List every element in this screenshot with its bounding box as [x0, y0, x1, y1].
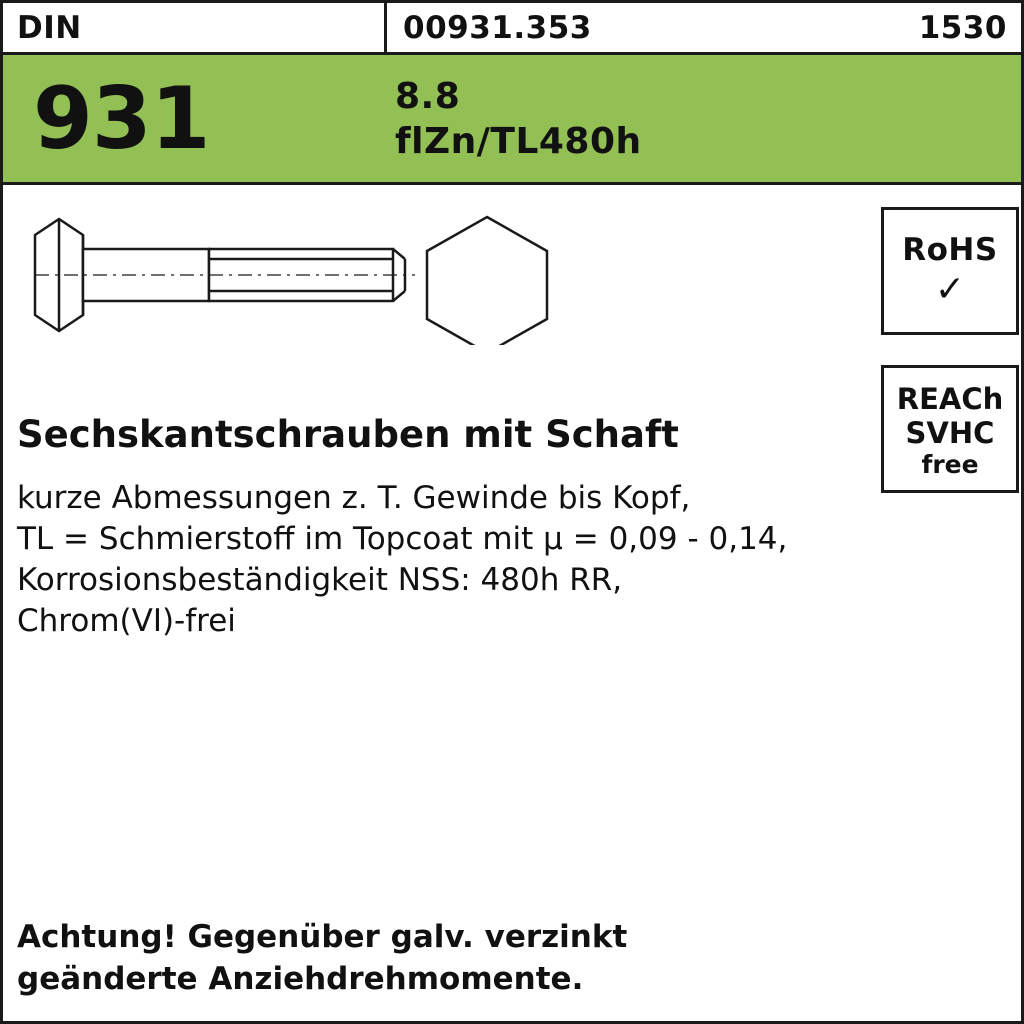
sheet-number-cell	[919, 3, 1021, 52]
check-icon: ✓	[934, 269, 966, 310]
product-description-line: TL = Schmierstoff im Topcoat mit µ = 0,09 - 0,14,	[17, 520, 788, 557]
free-label: free	[921, 450, 979, 479]
warning-line-2: geänderte Anziehdrehmomente.	[17, 961, 584, 998]
warning-line-1: Achtung! Gegenüber galv. verzinkt	[17, 919, 628, 956]
rohs-badge	[881, 207, 1019, 335]
sheet-number-label: 1530	[918, 9, 1007, 46]
svhc-label: SVHC	[905, 416, 995, 450]
article-code-label: 00931.353	[403, 9, 592, 46]
standard-org-cell	[3, 3, 387, 52]
hex-bolt-drawing	[17, 205, 577, 345]
standard-org-label: DIN	[17, 9, 82, 46]
strength-class-label: 8.8	[395, 75, 461, 117]
header-row	[3, 3, 1021, 55]
spec-block	[387, 74, 1021, 164]
product-description-line: Korrosionsbeständigkeit NSS: 480h RR,	[17, 561, 623, 598]
drawing-area	[3, 185, 1021, 375]
product-description-line: kurze Abmessungen z. T. Gewinde bis Kopf,	[17, 480, 691, 516]
article-code-cell	[387, 3, 919, 52]
reach-badge	[881, 365, 1019, 493]
rohs-label: RoHS	[902, 232, 998, 268]
standard-number: 931	[33, 68, 210, 169]
product-title: Sechskantschrauben mit Schaft	[17, 413, 679, 456]
standard-band	[3, 55, 1021, 185]
reach-label: REACh	[896, 382, 1004, 416]
product-text-block	[17, 413, 857, 642]
warning-note	[17, 917, 917, 1001]
coating-label: flZn/TL480h	[395, 120, 642, 162]
product-description-line: Chrom(VI)-frei	[17, 602, 236, 639]
